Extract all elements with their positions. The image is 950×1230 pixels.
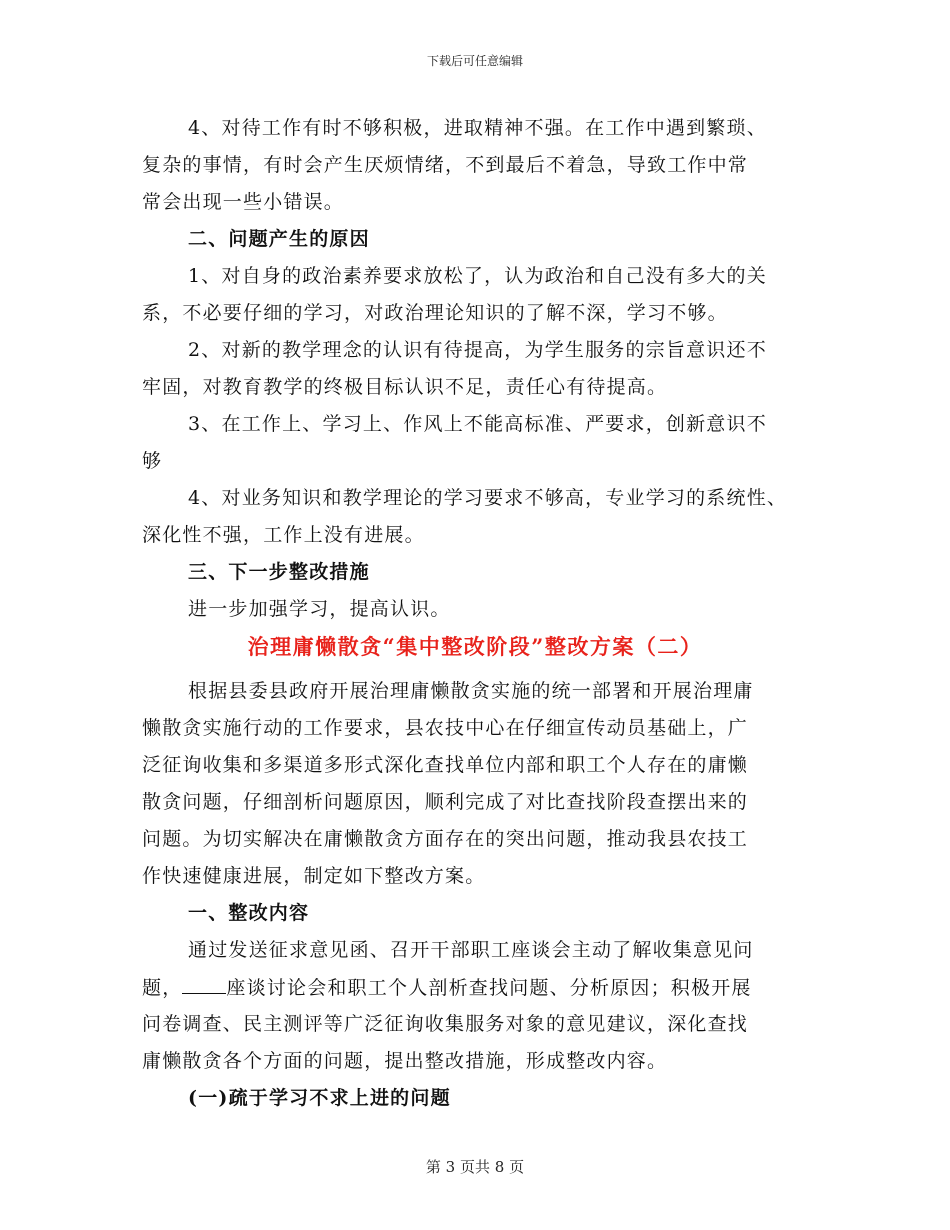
paragraph-line: 庸懒散贪各个方面的问题，提出整改措施，形成整改内容。 (142, 1050, 668, 1072)
page-header: 下载后可任意编辑 (426, 54, 523, 68)
paragraph-line: 根据县委县政府开展治理庸懒散贪实施的统一部署和开展治理庸 (188, 680, 754, 702)
section-heading: 一、整改内容 (188, 902, 310, 924)
text-segment: 座谈讨论会和职工个人剖析查找问题、分析原因；积极开展 (226, 977, 752, 999)
paragraph-line: 深化性不强，工作上没有进展。 (142, 524, 425, 546)
document-title: 治理庸懒散贪“集中整改阶段”整改方案（二） (247, 634, 703, 659)
page-footer: 第 3 页共 8 页 (425, 1158, 525, 1176)
paragraph-line: 4、对业务知识和教学理论的学习要求不够高，专业学习的系统性、 (188, 487, 788, 509)
paragraph-line: 作快速健康进展，制定如下整改方案。 (142, 865, 486, 887)
paragraph-line: 泛征询收集和多渠道多形式深化查找单位内部和职工个人存在的庸懒 (142, 754, 749, 776)
paragraph-line: 4、对待工作有时不够积极，进取精神不强。在工作中遇到繁琐、 (188, 117, 767, 139)
section-heading: 三、下一步整改措施 (188, 561, 370, 583)
paragraph-line: 系，不必要仔细的学习，对政治理论知识的了解不深，学习不够。 (142, 302, 728, 324)
paragraph-line: 常会出现一些小错误。 (142, 191, 345, 213)
paragraph-line: 1、对自身的政治素养要求放松了，认为政治和自己没有多大的关 (188, 265, 767, 287)
blank-underline (182, 975, 226, 994)
paragraph-line: 通过发送征求意见函、召开干部职工座谈会主动了解收集意见问 (188, 939, 754, 961)
paragraph-line: 够 (142, 450, 163, 472)
section-heading: 二、问题产生的原因 (188, 228, 370, 250)
paragraph-line-with-blank (142, 975, 752, 1000)
paragraph-line: 问卷调查、民主测评等广泛征询收集服务对象的意见建议，深化查找 (142, 1013, 749, 1035)
paragraph-line: 问题。为切实解决在庸懒散贪方面存在的突出问题，推动我县农技工 (142, 828, 749, 850)
text-segment: 题， (142, 977, 183, 999)
paragraph-line: 牢固，对教育教学的终极目标认识不足，责任心有待提高。 (142, 376, 668, 398)
paragraph-line: 复杂的事情，有时会产生厌烦情绪，不到最后不着急，导致工作中常 (142, 154, 749, 176)
paragraph-line: 懒散贪实施行动的工作要求，县农技中心在仔细宣传动员基础上，广 (142, 717, 749, 739)
paragraph-line: 进一步加强学习，提高认识。 (188, 598, 451, 620)
subsection-heading: (一)疏于学习不求上进的问题 (188, 1087, 451, 1109)
paragraph-line: 3、在工作上、学习上、作风上不能高标准、严要求，创新意识不 (188, 413, 767, 435)
paragraph-line: 2、对新的教学理念的认识有待提高，为学生服务的宗旨意识还不 (188, 339, 767, 361)
paragraph-line: 散贪问题，仔细剖析问题原因，顺利完成了对比查找阶段查摆出来的 (142, 791, 749, 813)
